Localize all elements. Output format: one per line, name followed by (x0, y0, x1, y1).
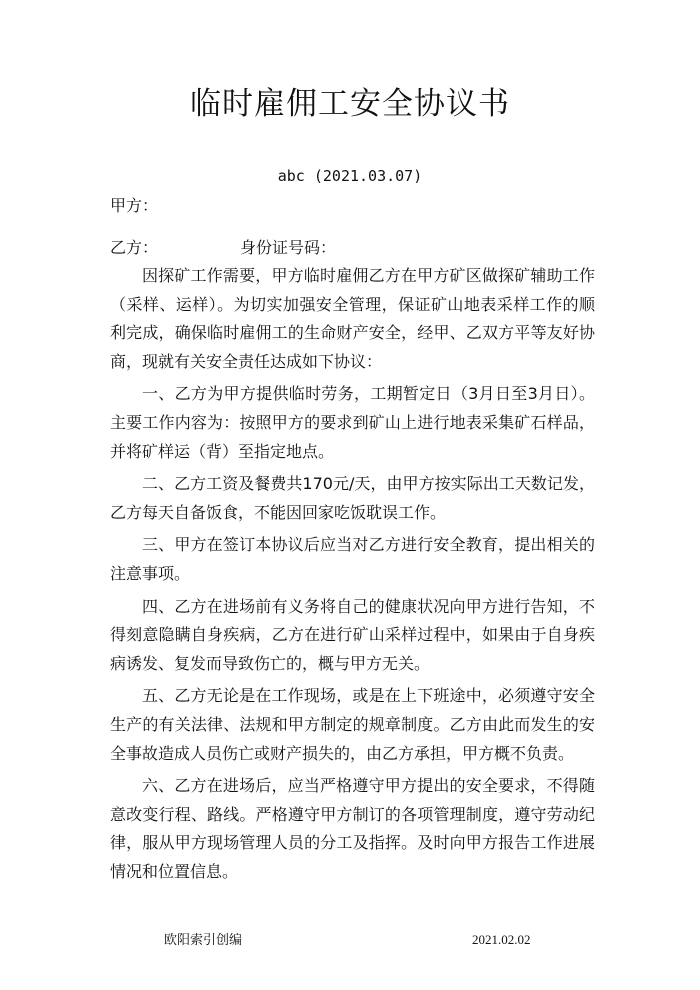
clause-2: 二、乙方工资及餐费共170元/天，由甲方按实际出工天数记发，乙方每天自备饭食，不能因回家吃饭耽误工作。 (110, 474, 595, 522)
party-a-label: 甲方： (110, 196, 159, 215)
party-b-line (110, 234, 595, 262)
clause-1: 一、乙方为甲方提供临时劳务，工期暂定日（3月日至3月日）。主要工作内容为：按照甲方的要求到矿山上进行地表采集矿石样品，并将矿样运（背）至指定地点。 (110, 384, 595, 461)
clause-3: 三、甲方在签订本协议后应当对乙方进行安全教育，提出相关的注意事项。 (110, 535, 595, 583)
document-title: 临时雇佣工安全协议书 (190, 86, 510, 122)
party-a-line (110, 192, 595, 220)
intro-paragraph: 因探矿工作需要，甲方临时雇佣乙方在甲方矿区做探矿辅助工作（采样、运样）。为切实加强安全管理，保证矿山地表采样工作的顺利完成，确保临时雇佣工的生命财产安全，经甲、乙双方平等友好协商，现就有关安全责任达成如下协议： (110, 266, 595, 371)
footer-date: 2021.02.02 (472, 932, 531, 947)
agreement-body (110, 262, 595, 886)
id-number-label: 身份证号码： (240, 238, 337, 257)
party-b-label: 乙方： (110, 238, 159, 257)
footer-author: 欧阳索引创编 (164, 932, 243, 947)
clause-5: 五、乙方无论是在工作现场，或是在上下班途中，必须遵守安全生产的有关法律、法规和甲方制定的规章制度。乙方由此而发生的安全事故造成人员伤亡或财产损失的，由乙方承担，甲方概不负责。 (110, 686, 595, 763)
clause-4: 四、乙方在进场前有义务将自己的健康状况向甲方进行告知，不得刻意隐瞒自身疾病，乙方在进行矿山采样过程中，如果由于自身疾病诱发、复发而导致伤亡的，概与甲方无关。 (110, 596, 595, 673)
document-meta-line: abc (2021.03.07) (277, 167, 423, 185)
clause-6: 六、乙方在进场后，应当严格遵守甲方提出的安全要求，不得随意改变行程、路线。严格遵守甲方制订的各项管理制度，遵守劳动纪律，服从甲方现场管理人员的分工及指挥。及时向甲方报告工作进展情况和位置信息。 (110, 776, 595, 881)
